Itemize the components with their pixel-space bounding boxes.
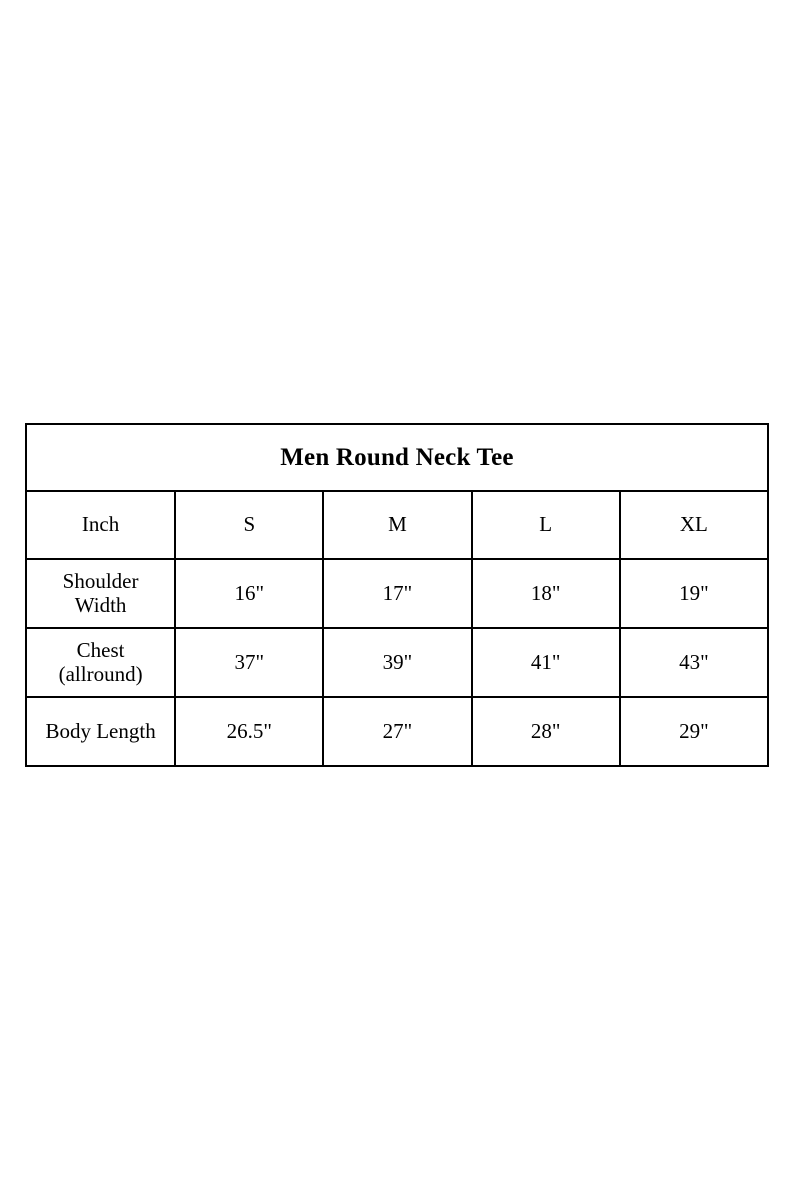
chart-title-row — [26, 424, 768, 491]
table-row — [26, 628, 768, 697]
chart-title: Men Round Neck Tee — [26, 424, 768, 491]
row-label-line: Chest — [76, 637, 125, 662]
cell-body-length-s: 26.5" — [175, 697, 323, 766]
size-chart-container — [25, 423, 769, 767]
unit-header: Inch — [26, 491, 175, 559]
row-label-line: Body Length — [45, 718, 156, 743]
cell-shoulder-width-s: 16" — [175, 559, 323, 628]
cell-chest-l: 41" — [472, 628, 620, 697]
row-label-line: Shoulder — [62, 568, 139, 593]
row-label-line: Width — [74, 592, 127, 617]
table-row — [26, 697, 768, 766]
cell-shoulder-width-m: 17" — [323, 559, 471, 628]
cell-chest-xl: 43" — [620, 628, 768, 697]
row-label-chest — [26, 628, 175, 697]
size-header-l: L — [472, 491, 620, 559]
row-label-body-length — [26, 697, 175, 766]
row-label-shoulder-width — [26, 559, 175, 628]
size-header-m: M — [323, 491, 471, 559]
table-row — [26, 559, 768, 628]
cell-body-length-m: 27" — [323, 697, 471, 766]
cell-body-length-l: 28" — [472, 697, 620, 766]
size-header-xl: XL — [620, 491, 768, 559]
size-chart-table — [25, 423, 769, 767]
table-header-row — [26, 491, 768, 559]
cell-shoulder-width-l: 18" — [472, 559, 620, 628]
cell-chest-s: 37" — [175, 628, 323, 697]
cell-body-length-xl: 29" — [620, 697, 768, 766]
row-label-line: (allround) — [58, 661, 143, 686]
cell-chest-m: 39" — [323, 628, 471, 697]
size-header-s: S — [175, 491, 323, 559]
cell-shoulder-width-xl: 19" — [620, 559, 768, 628]
